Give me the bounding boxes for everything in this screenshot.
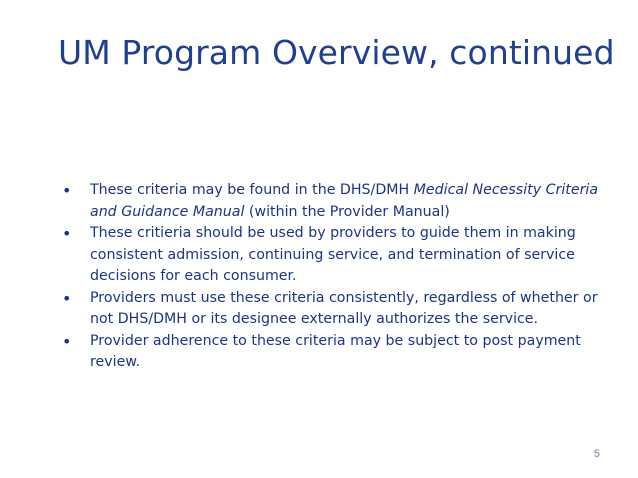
- slide-title: UM Program Overview, continued: [58, 33, 615, 72]
- bullet-text: Providers must use these criteria consistently, regardless of whether or not DHS/DMH or its designee externally authorizes the service.: [90, 289, 598, 327]
- bullet-item: [62, 223, 602, 288]
- bullet-dot: •: [62, 224, 72, 243]
- page-number: 5: [593, 448, 600, 460]
- bullet-list: [62, 180, 602, 374]
- bullet-text: Provider adherence to these criteria may be subject to post payment review.: [90, 332, 581, 370]
- bullet-text: These critieria should be used by providers to guide them in making consistent admission, continuing service, and termination of service decisions for each consumer.: [90, 225, 576, 284]
- bullet-text-prefix: These criteria may be found in the DHS/DMH: [90, 182, 414, 198]
- bullet-item: [62, 180, 602, 223]
- bullet-text-suffix: (within the Provider Manual): [244, 203, 450, 220]
- bullet-item: [62, 288, 602, 331]
- bullet-dot: •: [62, 181, 72, 200]
- bullet-dot: •: [62, 288, 72, 308]
- manual-title-text: Medical Necessity Criteria and Guidance Manual: [90, 182, 599, 220]
- bullet-item: [62, 331, 602, 374]
- bullet-dot: •: [62, 331, 72, 351]
